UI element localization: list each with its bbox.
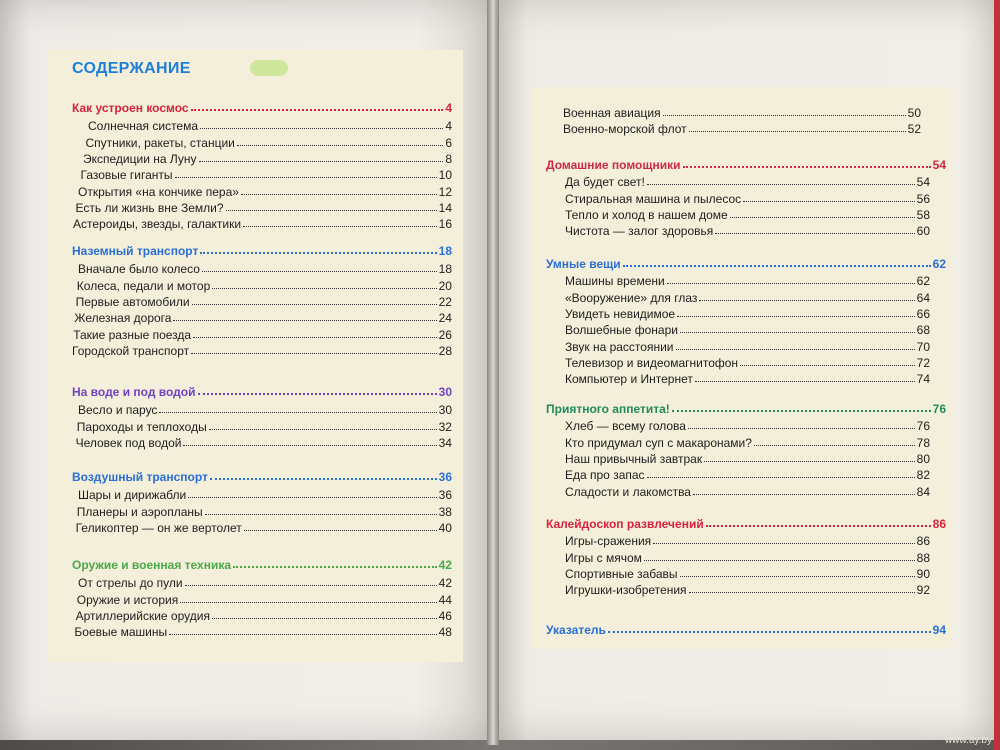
page-number: 24	[438, 311, 452, 326]
dot-leader	[647, 476, 915, 478]
page-number: 34	[438, 435, 452, 450]
dot-leader	[706, 524, 931, 527]
page-number: 40	[438, 520, 452, 535]
page-number: 8	[445, 151, 452, 166]
title-tab-decoration	[250, 60, 288, 76]
page-number: 26	[438, 327, 452, 342]
page-number: 46	[438, 608, 452, 623]
entry-label: Хлеб — всему голова	[565, 419, 686, 434]
dot-leader	[243, 225, 437, 227]
entry-label: Открытия «на кончике пера»	[78, 184, 239, 199]
page-number: 60	[916, 224, 930, 239]
dot-leader	[159, 411, 436, 413]
page-number: 66	[916, 306, 930, 321]
dot-leader	[704, 460, 915, 462]
entry-label: Игрушки-изобретения	[565, 583, 687, 598]
dot-leader	[188, 496, 436, 498]
entry-label: Стиральная машина и пылесос	[565, 191, 742, 206]
dot-leader	[695, 380, 915, 382]
dot-leader	[183, 444, 436, 446]
entry-label: «Вооружение» для глаз	[565, 290, 698, 305]
page-number: 36	[438, 470, 452, 484]
dot-leader	[191, 108, 444, 111]
entry-label: Такие разные поезда	[73, 327, 192, 342]
dot-leader	[180, 601, 436, 603]
toc-entry	[565, 580, 930, 597]
page-title: СОДЕРЖАНИЕ	[72, 60, 191, 77]
page-number: 80	[916, 451, 930, 466]
entry-label: Телевизор и видеомагнитофон	[565, 355, 739, 370]
section-title: Приятного аппетита!	[546, 402, 670, 416]
toc-entry	[565, 449, 930, 466]
entry-label: Машины времени	[565, 274, 665, 289]
toc-entry	[73, 325, 452, 342]
page-number: 52	[907, 122, 921, 137]
page-number: 18	[438, 244, 452, 258]
entry-label: Боевые машины	[74, 625, 168, 640]
dot-leader	[680, 331, 915, 333]
toc-entry	[77, 417, 452, 434]
entry-label: Есть ли жизнь вне Земли?	[75, 200, 224, 215]
dot-leader	[210, 477, 437, 480]
page-number: 22	[438, 294, 452, 309]
toc-entry	[72, 341, 452, 358]
entry-label: Еда про запас	[565, 468, 645, 483]
section-title: На воде и под водой	[72, 385, 196, 399]
toc-entry	[565, 221, 930, 238]
toc-entry	[78, 573, 452, 590]
page-number: 94	[932, 623, 946, 637]
section-heading	[72, 98, 452, 115]
dot-leader	[699, 299, 914, 301]
page-number: 62	[932, 257, 946, 271]
dot-leader	[191, 352, 437, 354]
entry-label: Весло и парус	[78, 403, 158, 418]
page-number: 50	[907, 106, 921, 120]
entry-label: Шары и дирижабли	[78, 488, 187, 503]
watermark: www.ay.by	[944, 735, 992, 746]
entry-label: Наш привычный завтрак	[565, 451, 703, 466]
toc-entry	[78, 259, 452, 276]
entry-label: Спортивные забавы	[565, 566, 678, 581]
entry-label: От стрелы до пули	[78, 576, 183, 591]
toc-entry	[565, 189, 930, 206]
page-number: 28	[438, 343, 452, 358]
dot-leader	[185, 584, 437, 586]
section-heading	[72, 241, 452, 258]
section-title: Воздушный транспорт	[72, 470, 208, 484]
section-heading	[72, 467, 452, 484]
toc-entry	[565, 320, 930, 337]
page-number: 84	[916, 484, 930, 499]
page-number: 68	[916, 323, 930, 338]
entry-label: Чистота — залог здоровья	[565, 224, 714, 239]
entry-label: Сладости и лакомства	[565, 484, 691, 499]
dot-leader	[237, 144, 443, 146]
dot-leader	[689, 591, 915, 593]
toc-entry	[74, 308, 452, 325]
toc-entry	[77, 502, 452, 519]
section-heading	[546, 254, 946, 271]
entry-label: Военно-морской флот	[563, 122, 687, 137]
dot-leader	[677, 315, 915, 317]
entry-label: Волшебные фонари	[565, 323, 678, 338]
page-number: 56	[916, 191, 930, 206]
dot-leader	[198, 392, 437, 395]
page-number: 6	[445, 135, 452, 150]
toc-entry	[78, 400, 452, 417]
dot-leader	[693, 493, 915, 495]
page-number: 82	[916, 468, 930, 483]
dot-leader	[663, 114, 906, 116]
toc-entry	[76, 606, 452, 623]
entry-label: Геликоптер — он же вертолет	[75, 520, 242, 535]
dot-leader	[200, 127, 443, 129]
dot-leader	[676, 348, 915, 350]
dot-leader	[169, 633, 436, 635]
toc-entry	[563, 103, 921, 120]
section-title: Калейдоскоп развлечений	[546, 517, 704, 531]
toc-entry	[565, 416, 930, 433]
page-number: 42	[438, 576, 452, 591]
entry-label: Компьютер и Интернет	[565, 372, 693, 387]
toc-entry	[78, 485, 452, 502]
entry-label: Первые автомобили	[75, 294, 190, 309]
section-heading	[72, 555, 452, 572]
toc-entry	[565, 271, 930, 288]
page-number: 32	[438, 419, 452, 434]
dot-leader	[233, 565, 437, 568]
entry-label: Астероиды, звезды, галактики	[73, 217, 242, 232]
toc-entry	[74, 622, 452, 639]
page-number: 58	[916, 207, 930, 222]
toc-entry	[565, 548, 930, 565]
toc-entry	[565, 205, 930, 222]
page-number: 38	[438, 504, 452, 519]
page-number: 62	[916, 274, 930, 289]
dot-leader	[653, 542, 914, 544]
page-number: 48	[438, 625, 452, 640]
toc-entry	[77, 590, 452, 607]
entry-label: Колеса, педали и мотор	[76, 278, 211, 293]
page-number: 42	[438, 558, 452, 572]
page-number: 36	[438, 488, 452, 503]
toc-entry	[77, 276, 452, 293]
entry-label: Увидеть невидимое	[565, 306, 676, 321]
page-number: 64	[916, 290, 930, 305]
page-number: 70	[916, 339, 930, 354]
page-number: 88	[916, 550, 930, 565]
page-number: 12	[438, 184, 452, 199]
dot-leader	[623, 264, 931, 267]
section-title: Указатель	[546, 623, 606, 637]
entry-label: Артиллерийские орудия	[75, 608, 210, 623]
toc-entry	[86, 133, 453, 150]
section-heading	[546, 155, 946, 172]
toc-entry	[78, 182, 452, 199]
toc-entry	[565, 482, 930, 499]
toc-entry	[565, 465, 930, 482]
entry-label: Планеры и аэропланы	[76, 504, 203, 519]
dot-leader	[175, 176, 437, 178]
entry-label: Экспедиции на Луну	[83, 151, 197, 166]
dot-leader	[241, 193, 437, 195]
toc-entry	[81, 165, 453, 182]
entry-label: Железная дорога	[74, 311, 172, 326]
entry-label: Солнечная система	[88, 119, 199, 134]
page-number: 14	[438, 200, 452, 215]
page-number: 92	[916, 583, 930, 598]
toc-entry	[565, 288, 930, 305]
section-heading	[546, 620, 946, 637]
entry-label: Кто придумал суп с макаронами?	[565, 435, 752, 450]
page-number: 76	[932, 402, 946, 416]
dot-leader	[715, 232, 914, 234]
toc-entry	[76, 433, 452, 450]
dot-leader	[683, 165, 931, 168]
dot-leader	[743, 200, 915, 202]
dot-leader	[192, 303, 437, 305]
page-number: 90	[916, 566, 930, 581]
page-number: 4	[445, 119, 452, 134]
entry-label: Человек под водой	[75, 435, 182, 450]
section-title: Умные вещи	[546, 257, 621, 271]
section-title: Как устроен космос	[72, 101, 189, 115]
section-title: Наземный транспорт	[72, 244, 199, 258]
page-number: 44	[438, 592, 452, 607]
toc-entry	[563, 119, 921, 136]
dot-leader	[730, 216, 915, 218]
dot-leader	[212, 617, 437, 619]
toc-entry	[565, 172, 930, 189]
page-number: 76	[916, 419, 930, 434]
entry-label: Спутники, ракеты, станции	[85, 135, 235, 150]
toc-entry	[565, 353, 930, 370]
dot-leader	[205, 513, 437, 515]
page-number: 86	[916, 534, 930, 549]
toc-entry	[76, 518, 452, 535]
dot-leader	[740, 364, 915, 366]
dot-leader	[667, 282, 915, 284]
entry-label: Вначале было колесо	[78, 262, 200, 277]
book-gutter	[487, 0, 499, 745]
dot-leader	[647, 183, 915, 185]
toc-entry	[565, 337, 930, 354]
entry-label: Звук на расстоянии	[565, 339, 674, 354]
dot-leader	[754, 444, 915, 446]
dot-leader	[193, 336, 437, 338]
page-number: 78	[916, 435, 930, 450]
page-number: 10	[438, 168, 452, 183]
dot-leader	[209, 428, 437, 430]
entry-label: Игры с мячом	[565, 550, 642, 565]
page-number: 86	[932, 517, 946, 531]
entry-label: Пароходы и теплоходы	[76, 419, 207, 434]
toc-entry	[88, 116, 452, 133]
section-heading	[546, 514, 946, 531]
section-title: Домашние помощники	[546, 158, 681, 172]
dot-leader	[688, 427, 915, 429]
page-number: 18	[438, 262, 452, 277]
page-number: 74	[916, 372, 930, 387]
entry-label: Оружие и история	[76, 592, 179, 607]
page-number: 72	[916, 355, 930, 370]
toc-entry	[565, 564, 930, 581]
entry-label: Газовые гиганты	[80, 168, 173, 183]
dot-leader	[689, 130, 906, 132]
toc-entry	[76, 198, 453, 215]
toc-entry	[83, 149, 452, 166]
entry-label: Игры-сражения	[565, 534, 652, 549]
page-number: 30	[438, 403, 452, 418]
page-number: 54	[916, 175, 930, 190]
cover-edge	[994, 0, 1000, 750]
page-number: 4	[445, 101, 452, 115]
toc-entry	[565, 433, 930, 450]
dot-leader	[244, 529, 437, 531]
section-heading	[72, 382, 452, 399]
toc-entry	[565, 369, 930, 386]
entry-label: Военная авиация	[563, 106, 661, 120]
page-number: 54	[932, 158, 946, 172]
toc-entry	[565, 531, 930, 548]
section-title: Оружие и военная техника	[72, 558, 232, 572]
dot-leader	[226, 209, 437, 211]
dot-leader	[608, 630, 931, 633]
dot-leader	[173, 319, 436, 321]
entry-label: Городской транспорт	[72, 343, 190, 358]
dot-leader	[202, 270, 437, 272]
toc-entry	[73, 214, 452, 231]
page-number: 30	[438, 385, 452, 399]
entry-label: Да будет свет!	[565, 175, 645, 190]
toc-entry	[76, 292, 452, 309]
dot-leader	[680, 575, 915, 577]
dot-leader	[212, 287, 436, 289]
toc-entry	[565, 304, 930, 321]
dot-leader	[200, 251, 436, 254]
dot-leader	[199, 160, 444, 162]
page-number: 20	[438, 278, 452, 293]
page-number: 16	[438, 217, 452, 232]
section-heading	[546, 399, 946, 416]
dot-leader	[672, 409, 931, 412]
entry-label: Тепло и холод в нашем доме	[565, 207, 728, 222]
dot-leader	[644, 559, 915, 561]
